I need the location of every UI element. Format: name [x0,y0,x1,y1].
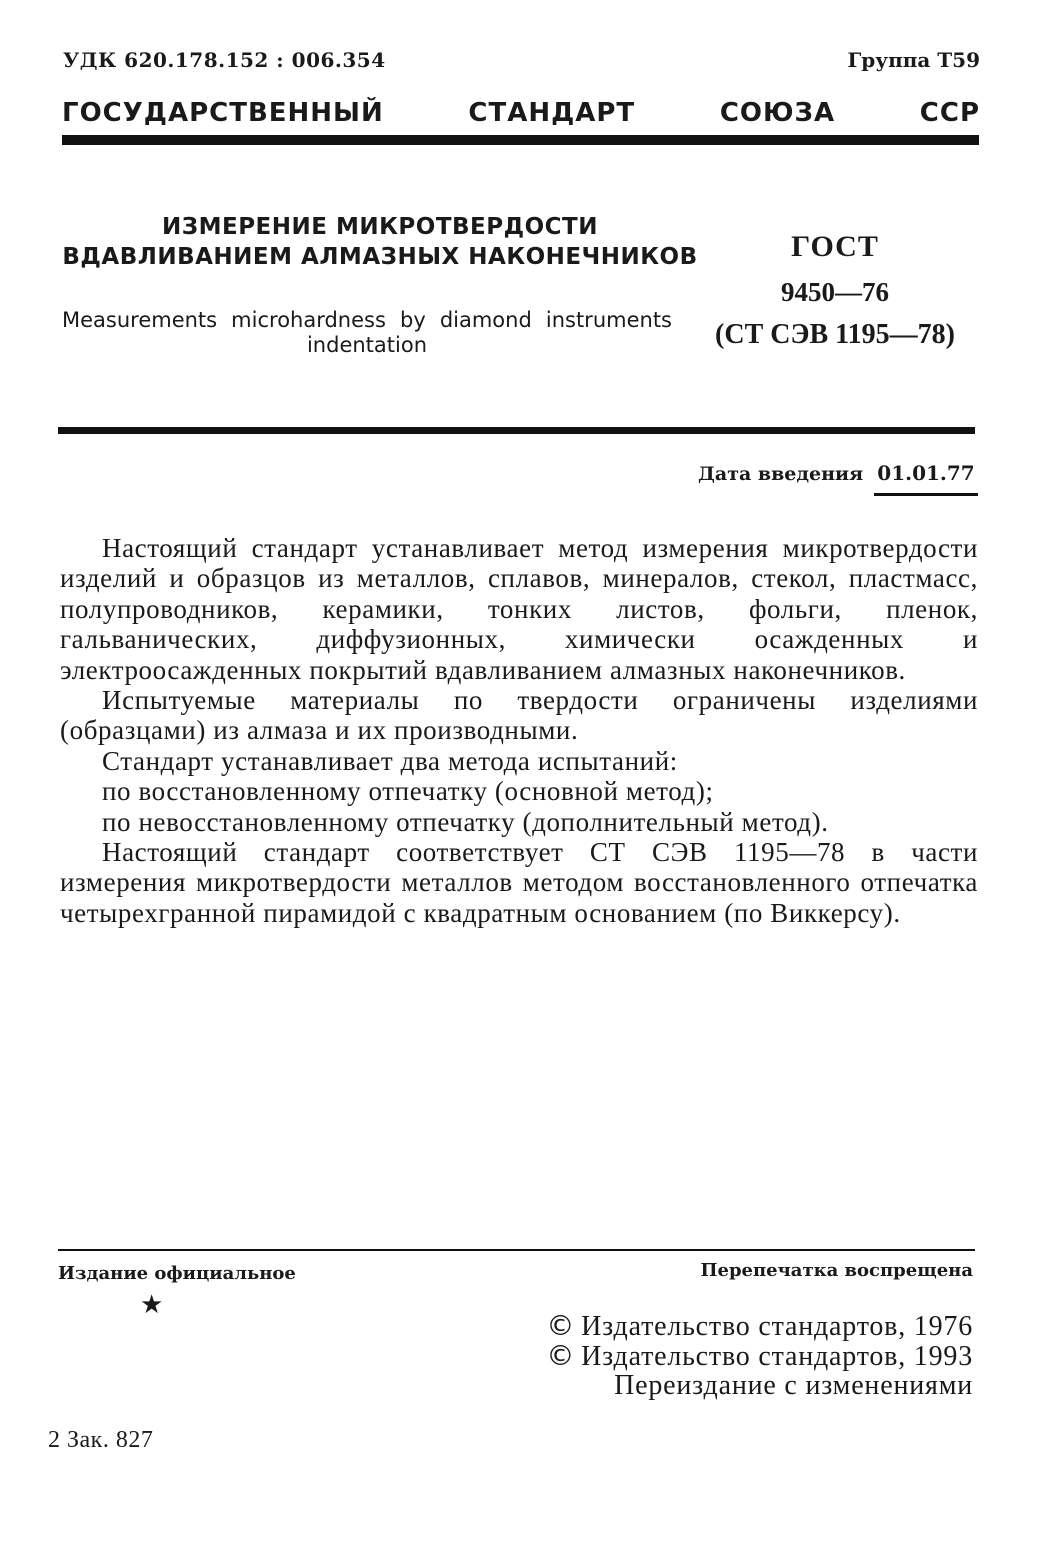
gost-number: 9450—76 [781,277,889,307]
st-sev-number: (СТ СЭВ 1195—78) [715,319,955,350]
paragraph-method-additional: по невосстановленному отпечатку (дополнительный метод). [102,806,829,837]
title-russian-line1: ИЗМЕРЕНИЕ МИКРОТВЕРДОСТИ [162,214,598,240]
intro-date-label: Дата введения [698,463,864,485]
intro-date-value: 01.01.77 [874,461,978,496]
standard-body [60,533,978,928]
reprint-prohibited: Перепечатка воспрещена [700,1260,973,1281]
gost-designation [690,226,980,356]
paragraph-methods: Стандарт устанавливает два метода испытаний: [102,745,678,776]
official-edition: Издание официальное [58,1263,296,1284]
paragraph-method-main: по восстановленному отпечатку (основной метод); [102,776,714,807]
copyright-1993-text: Издательство стандартов, 1993 [581,1341,973,1372]
paragraph-scope: Настоящий стандарт устанавливает метод измерения микротвердости изделий и образцов из металлов, сплавов, минералов, стекол, пластмасс, полупроводников, керамики, тонких листов, фольги, пленок, гальванических, диффузионных, химически осажденных и электроосажденных покрытий вдавливанием алмазных наконечников. [60,533,978,685]
paragraph-correspondence: Настоящий стандарт соответствует СТ СЭВ 1195—78 в части измерения микротвердости металлов методом восстановленного отпечатка четырехгранной пирамидой с квадратным основанием (по Виккерсу). [60,837,978,928]
title-russian [60,212,700,272]
group-code: Группа Т59 [847,48,980,72]
title-russian-line2: ВДАВЛИВАНИЕМ АЛМАЗНЫХ НАКОНЕЧНИКОВ [62,244,698,270]
title-english-line1: Measurements microhardness by diamond instruments [62,308,672,332]
title-english [62,308,672,358]
copyright-icon: © [546,1309,576,1342]
reissue-note: Переиздание с изменениями [614,1370,973,1401]
order-number: 2 Зак. 827 [48,1427,154,1453]
gost-label: ГОСТ [791,230,879,263]
copyright-block [546,1311,973,1400]
copyright-line-1976 [546,1311,973,1341]
copyright-1976-text: Издательство стандартов, 1976 [581,1311,973,1342]
udk-code: УДК 620.178.152 : 006.354 [63,48,386,72]
paragraph-materials: Испытуемые материалы по твердости ограничены изделиями (образцами) из алмаза и их производными. [60,685,978,746]
copyright-line-1993 [546,1341,973,1371]
top-rule [62,135,979,145]
middle-rule [58,427,975,434]
star-icon: ★ [140,1290,164,1320]
state-standard-heading: ГОСУДАРСТВЕННЫЙ СТАНДАРТ СОЮЗА ССР [62,98,980,128]
bottom-rule [58,1249,975,1251]
title-english-line2: indentation [306,333,428,357]
copyright-icon: © [546,1339,576,1372]
